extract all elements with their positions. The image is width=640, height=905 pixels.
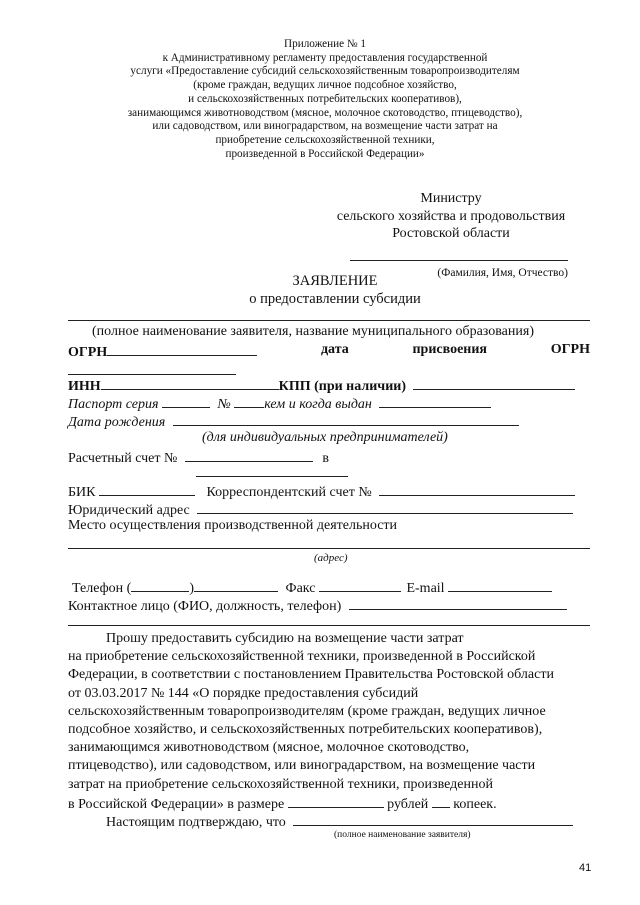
dob-field[interactable] — [173, 412, 519, 426]
word: на — [108, 776, 122, 792]
email-field[interactable] — [448, 578, 552, 592]
word: приобретение — [125, 776, 209, 792]
request-line-7 — [68, 739, 596, 757]
bik-label: БИК — [68, 485, 96, 500]
annex-line: услуги «Предоставление субсидий сельскохозяйственным товаропроизводителям — [130, 65, 520, 78]
amount-label: в Российской Федерации» в размере — [68, 796, 285, 812]
word: произведенной — [403, 776, 493, 792]
passport-label: Паспорт серия — [68, 397, 159, 412]
ogrn-label: ОГРН — [68, 345, 108, 360]
rubles-label: рублей — [387, 796, 429, 812]
page-number: 41 — [579, 862, 592, 874]
word: (мясное, — [272, 740, 324, 756]
title-main: ЗАЯВЛЕНИЕ — [292, 273, 378, 289]
kpp-field[interactable] — [413, 376, 575, 390]
fio-caption: (Фамилия, Имя, Отчество) — [437, 266, 568, 279]
annex-line: или садоводством, или виноградарством, на возмещение части затрат на — [152, 120, 498, 133]
applicant-name-line[interactable] — [68, 320, 590, 321]
word: животноводством — [163, 740, 270, 756]
ogrn-date-word: ОГРН — [550, 342, 590, 357]
passport-number-field[interactable] — [234, 394, 264, 408]
legal-address-label: Юридический адрес — [68, 503, 190, 518]
word: затрат — [426, 631, 464, 646]
addressee-line: Ростовской области — [392, 226, 510, 241]
ogrn-date-field[interactable] — [68, 374, 236, 375]
ip-caption: (для индивидуальных предпринимателей) — [202, 430, 448, 445]
amount-kopecks-field[interactable] — [432, 794, 450, 808]
request-line-2: на приобретение сельскохозяйственной техники, произведенной в Российской — [68, 649, 536, 665]
request-paragraph — [68, 630, 596, 812]
request-line-4 — [68, 685, 596, 703]
confirm-caption: (полное наименование заявителя) — [334, 830, 471, 840]
request-line-10 — [68, 794, 596, 812]
annex-line: занимающимся животноводством (мясное, молочное скотоводство, птицеводство), — [127, 106, 523, 119]
phone-code-field[interactable] — [131, 578, 189, 592]
addressee-line: сельского хозяйства и продовольствия — [336, 208, 566, 224]
phone-row — [72, 578, 594, 597]
amount-rubles-field[interactable] — [288, 794, 384, 808]
word: возмещение — [314, 631, 387, 646]
phone-label: Телефон ( — [72, 581, 132, 596]
title-sub: о предоставлении субсидии — [249, 291, 421, 307]
inn-field[interactable] — [101, 376, 279, 390]
word: скотоводство, — [387, 740, 470, 756]
corr-field[interactable] — [379, 482, 575, 496]
word: порядке — [212, 685, 261, 701]
passport-row — [68, 394, 590, 413]
addressee-block — [320, 190, 582, 282]
annex-header — [90, 38, 560, 161]
confirm-applicant-field[interactable] — [293, 812, 573, 826]
annex-line: Приложение № 1 — [284, 38, 366, 50]
word: части — [390, 631, 424, 646]
phone-field[interactable] — [194, 578, 278, 592]
annex-line: произведенной в Российской Федерации» — [225, 147, 425, 160]
word: субсидий — [362, 685, 419, 701]
word: субсидию — [235, 631, 294, 646]
legal-address-field[interactable] — [197, 500, 573, 514]
passport-series-field[interactable] — [162, 394, 210, 408]
request-line-1 — [68, 630, 596, 648]
word: «О — [192, 685, 210, 701]
addr-caption: (адрес) — [314, 552, 348, 564]
contact-field[interactable] — [349, 596, 567, 610]
confirm-row — [106, 812, 590, 831]
place-row — [68, 518, 590, 534]
request-line-5: сельскохозяйственным товаропроизводителям (кроме граждан, ведущих личное — [68, 703, 546, 719]
legal-address-row — [68, 500, 590, 519]
word: Прошу — [106, 631, 148, 646]
dob-label: Дата рождения — [68, 415, 166, 430]
annex-line: приобретение сельскохозяйственной техники, — [215, 133, 435, 146]
account-label: Расчетный счет № — [68, 451, 178, 466]
kpp-label: КПП (при наличии) — [278, 379, 406, 394]
ogrn-date-word: присвоения — [412, 342, 487, 357]
email-label: E-mail — [406, 581, 445, 596]
contact-row — [68, 596, 590, 615]
applicant-caption: (полное наименование заявителя, название муниципального образования) — [92, 324, 534, 339]
passport-issued-field[interactable] — [379, 394, 491, 408]
corr-label: Корреспондентский счет № — [206, 485, 372, 500]
ogrn-field[interactable] — [107, 342, 257, 356]
request-line-3: Федерации, в соответствии с постановлением Правительства Ростовской области — [68, 667, 554, 683]
fio-input-line[interactable] — [350, 245, 568, 261]
contact-field-continued[interactable] — [68, 625, 590, 626]
word: сельскохозяйственной — [211, 776, 345, 792]
passport-issued-label: кем и когда выдан — [264, 397, 372, 412]
word: № — [150, 685, 165, 701]
bik-field[interactable] — [99, 482, 195, 496]
inn-label: ИНН — [68, 379, 101, 394]
annex-line: к Административному регламенту предоставления государственной — [162, 51, 488, 64]
inn-kpp-row — [68, 376, 590, 395]
word: молочное — [326, 740, 385, 756]
ogrn-row — [68, 342, 590, 361]
account-in-label: в — [322, 451, 329, 466]
addressee-line: Министру — [420, 191, 482, 206]
word: от — [68, 685, 81, 701]
word: 144 — [167, 685, 189, 701]
account-field[interactable] — [185, 448, 313, 462]
request-line-9 — [68, 776, 596, 794]
contact-label: Контактное лицо (ФИО, должность, телефон) — [68, 599, 342, 614]
fax-field[interactable] — [319, 578, 401, 592]
annex-line: (кроме граждан, ведущих личное подсобное хозяйство, — [193, 79, 457, 92]
kopecks-label: копеек. — [453, 796, 497, 812]
word: предоставить — [151, 631, 232, 646]
dob-row — [68, 412, 590, 431]
phone-close: ) — [189, 581, 195, 596]
word: предоставления — [264, 685, 359, 701]
word: на — [297, 631, 312, 646]
confirm-text: Настоящим подтверждаю, что — [106, 815, 286, 830]
place-label: Место осуществления производственной деятельности — [68, 518, 398, 533]
bank-name-field[interactable] — [196, 476, 348, 477]
passport-no-label: № — [217, 397, 231, 412]
word: 03.03.2017 — [84, 685, 148, 701]
request-line-8: птицеводство), или садоводством, или виноградарством, на возмещение части — [68, 758, 536, 774]
request-line-6: подсобное хозяйство, и сельскохозяйственных потребительских кооперативов), — [68, 721, 543, 737]
word: техники, — [347, 776, 400, 792]
word: затрат — [68, 776, 105, 792]
bik-row — [68, 482, 590, 501]
document-title — [170, 272, 500, 308]
account-row — [68, 448, 590, 467]
annex-line: и сельскохозяйственных потребительских кооперативов), — [188, 92, 462, 105]
fax-label: Факс — [285, 581, 316, 596]
ogrn-date-word: дата — [320, 342, 349, 357]
word: занимающимся — [68, 740, 160, 756]
place-address-field[interactable] — [68, 548, 590, 549]
